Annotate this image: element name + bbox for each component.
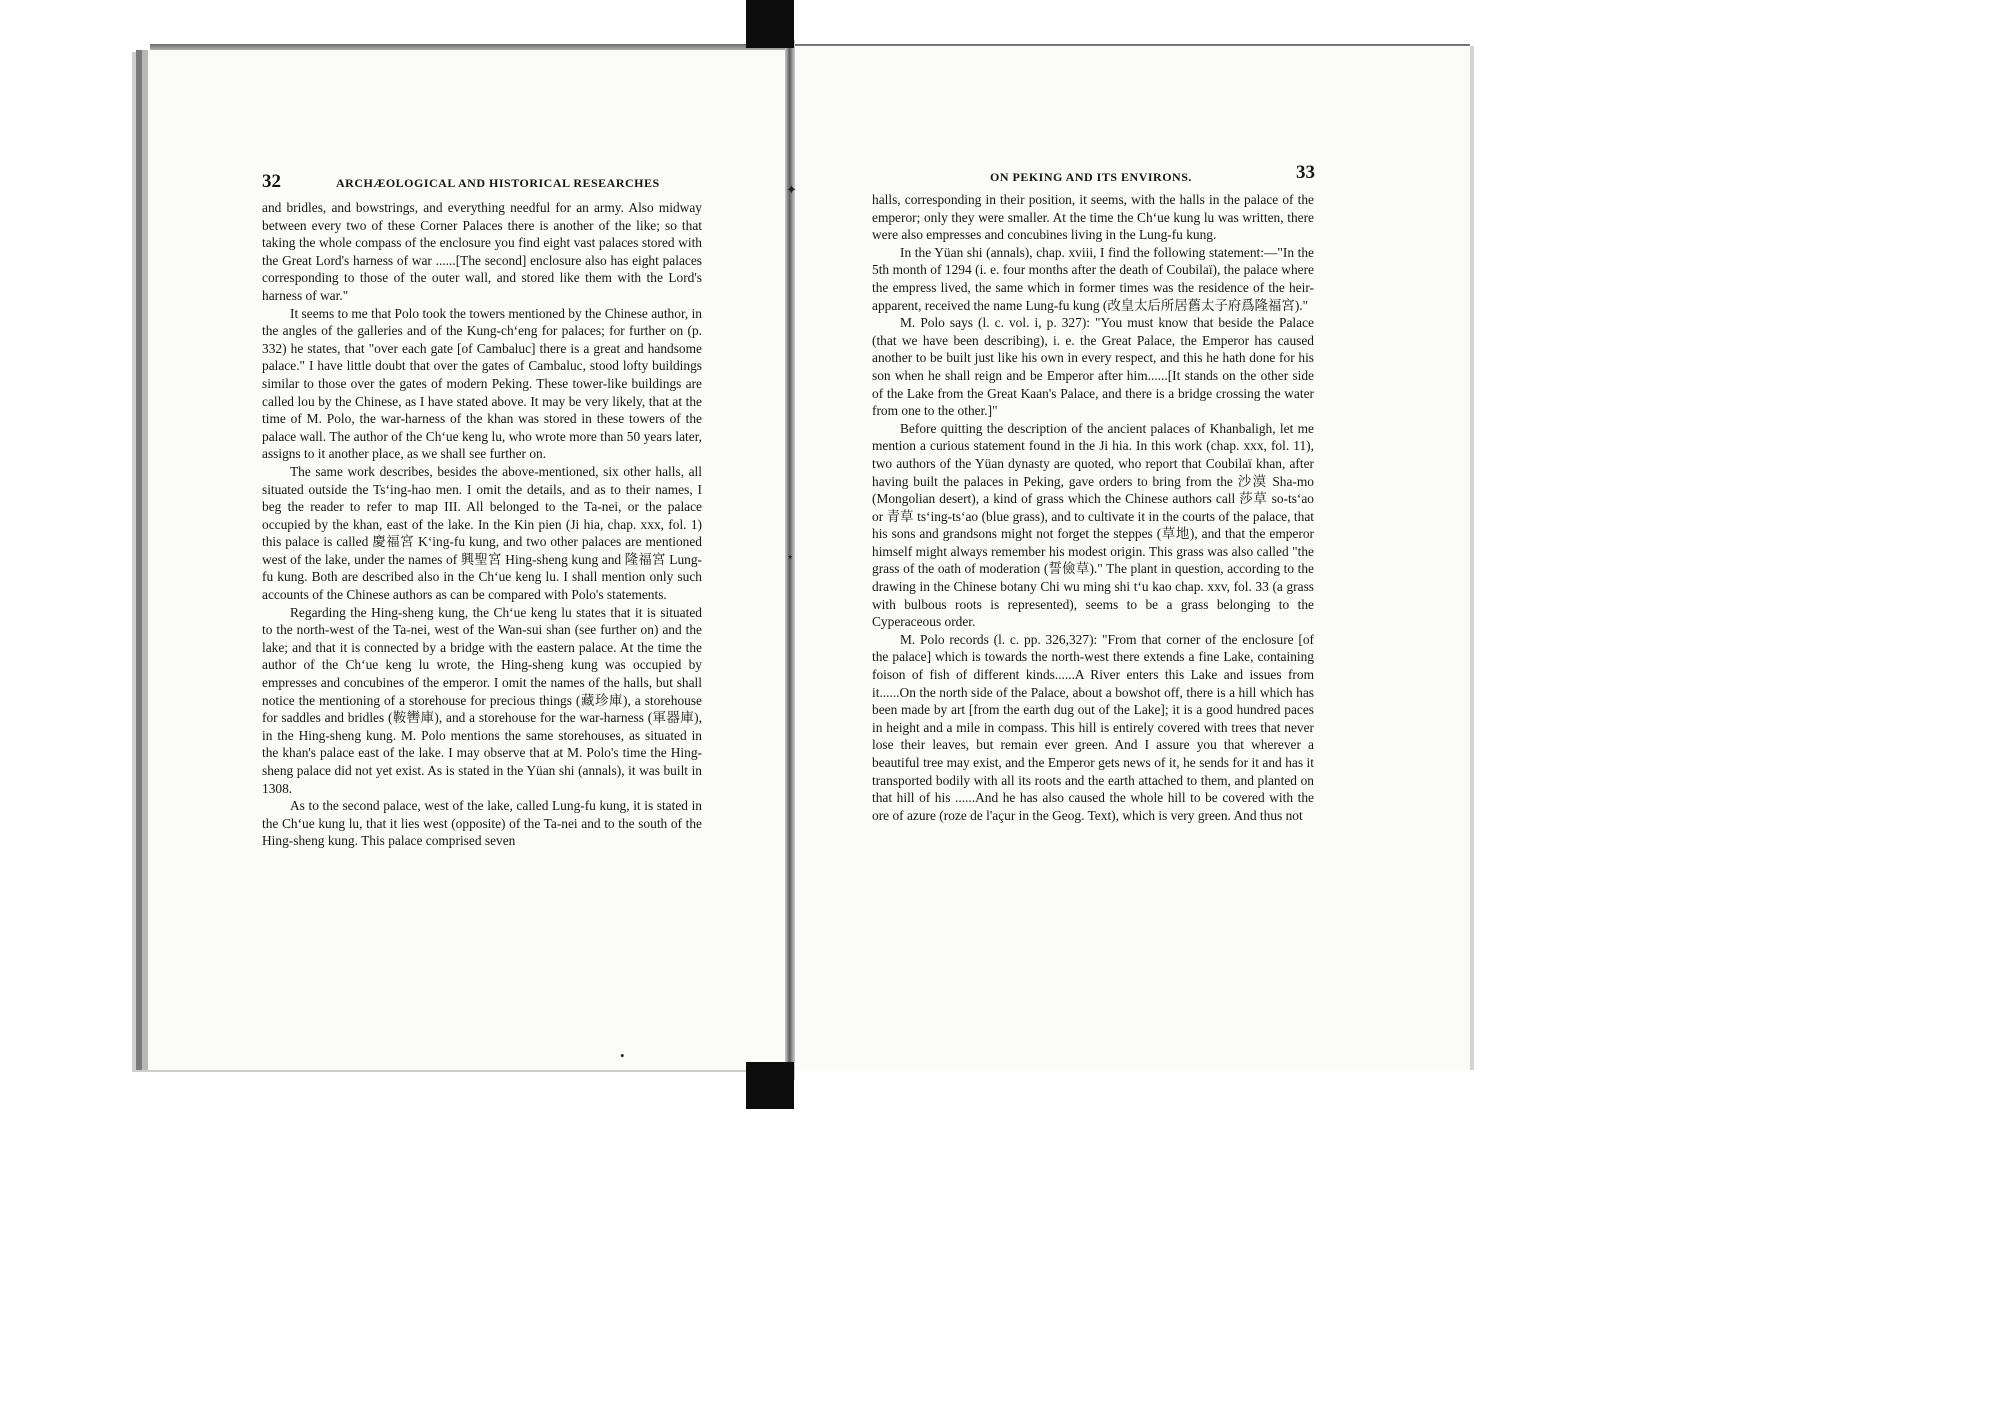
right-paragraph-4: Before quitting the description of the ancient palaces of Khanbaligh, let me mention a curious statement found in the Ji hia. In this work (chap. xxx, fol. 11), two authors of the Yüan dynasty are quoted, who report that Coubilaï khan, after having built the palaces in Peking, gave orders to bring from the 沙漠 Sha-mo (Mongolian desert), a kind of grass which the Chinese authors call 莎草 so-tsʻao or 青草 tsʻing-tsʻao (blue grass), and to cultivate it in the courts of the palace, that his sons and grandsons might not forget the steppes (草地), and that the emperor himself might always remember his modest origin. This grass was also called "the grass of the oath of moderation (誓儉草)." The plant in question, according to the drawing in the Chinese botany Chi wu ming shi tʻu kao chap. xxv, fol. 33 (a grass with bulbous roots is represented), seems to be a grass belonging to the Cyperaceous order. bbox=[872, 420, 1314, 630]
right-page-body bbox=[872, 191, 1314, 824]
left-paragraph-4: Regarding the Hing-sheng kung, the Chʻue keng lu states that it is situated to the north-west of the Ta-nei, west of the Wan-sui shan (see further on) and the lake; and that it is connected by a bridge with the eastern palace. At the time the author of the Chʻue keng lu wrote, the Hing-sheng kung was occupied by empresses and concubines of the emperor. I omit the names of the halls, but shall notice the mentioning of a storehouse for precious things (藏珍庫), a storehouse for saddles and bridles (鞍轡庫), and a storehouse for the war-harness (軍器庫), in the Hing-sheng kung. M. Polo mentions the same storehouses, as situated in the khan's palace east of the lake. I may observe that at M. Polo's time the Hing-sheng palace did not yet exist. As is stated in the Yüan shi (annals), it was built in 1308. bbox=[262, 604, 702, 796]
left-paragraph-3: The same work describes, besides the above-mentioned, six other halls, all situated outside the Tsʻing-hao men. I omit the details, and as to their names, I beg the reader to refer to map III. All belonged to the Ta-nei, or the palace occupied by the khan, east of the lake. In the Kin pien (Ji hia, chap. xxx, fol. 1) this palace is called 慶福宮 Kʻing-fu kung, and two other palaces are mentioned west of the lake, under the names of 興聖宮 Hing-sheng kung and 隆福宮 Lung-fu kung. Both are described also in the Chʻue keng lu. I shall mention only such accounts of the Chinese authors as can be compared with Polo's statements. bbox=[262, 463, 702, 603]
right-paragraph-3: M. Polo says (l. c. vol. i, p. 327): "You must know that beside the Palace (that we have been describing), i. e. the Great Palace, the Emperor has caused another to be built just like his own in every respect, and this he hath done for his son when he shall reign and be Emperor after him......[It stands on the other side of the Lake from the Great Kaan's Palace, and there is a bridge crossing the water from one to the other.]" bbox=[872, 315, 1314, 419]
right-page-number: 33 bbox=[1296, 162, 1315, 183]
right-paragraph-1: halls, corresponding in their position, it seems, with the halls in the palace of the emperor; only they were smaller. At the time the Chʻue kung lu was written, there were also empresses and concubines living in the Lung-fu kung. bbox=[872, 192, 1314, 243]
left-paragraph-2: It seems to me that Polo took the towers mentioned by the Chinese author, in the angles of the galleries and of the Kung-chʻeng for palaces; for further on (p. 332) he states, that "over each gate [of Cambaluc] there is a great and handsome palace." I have little doubt that over the gates of Cambaluc, stood lofty buildings similar to those over the gates of modern Peking. These tower-like buildings are called lou by the Chinese, as I have stated above. It may be very likely, that at the time of M. Polo, the war-harness of the khan was stored in these towers of the palace wall. The author of the Chʻue keng lu, who wrote more than 50 years later, assigns to it another place, as we shall see further on. bbox=[262, 305, 702, 462]
page-mark-bottom: • bbox=[620, 1048, 625, 1063]
right-running-header: ON PEKING AND ITS ENVIRONS. bbox=[990, 170, 1192, 184]
right-paragraph-5: M. Polo records (l. c. pp. 326,327): "From that corner of the enclosure [of the palace] which is towards the north-west there extends a fine Lake, containing foison of fish of different kinds......A River enters this Lake and issues from it......On the north side of the Palace, about a bowshot off, there is a hill which has been made by art [from the earth dug out of the Lake]; it is a good hundred paces in height and a mile in compass. This hill is entirely covered with trees that never lose their leaves, but remain ever green. And I assure you that wherever a beautiful tree may exist, and the Emperor gets news of it, he sends for it and has it transported bodily with all its roots and the earth attached to them, and planted on that hill of his ......And he has also caused the whole hill to be covered with the ore of azure (roze de l'açur in the Geog. Text), which is very green. And thus not bbox=[872, 631, 1314, 823]
spine-bottom-shadow bbox=[746, 1062, 794, 1109]
left-page-body bbox=[262, 199, 702, 850]
left-page-number: 32 bbox=[262, 171, 281, 192]
spine-top-shadow bbox=[746, 0, 794, 48]
left-running-header: ARCHÆOLOGICAL AND HISTORICAL RESEARCHES bbox=[336, 176, 660, 190]
left-paragraph-1: and bridles, and bowstrings, and everything needful for an army. Also midway between every two of these Corner Palaces there is another of the like; so that taking the whole compass of the enclosure you find eight vast palaces stored with the Great Lord's harness of war ......[The second] enclosure also has eight palaces corresponding to those of the outer wall, and stored like them with the Lord's harness of war." bbox=[262, 200, 702, 303]
left-paragraph-5: As to the second palace, west of the lake, called Lung-fu kung, it is stated in the Chʻue kung lu, that it lies west (opposite) of the Ta-nei and to the south of the Hing-sheng kung. This palace comprised seven bbox=[262, 798, 702, 849]
right-paragraph-2: In the Yüan shi (annals), chap. xviii, I find the following statement:—"In the 5th month of 1294 (i. e. four months after the death of Coubilaï), the palace where the empress lived, the same which in former times was the residence of the heir-apparent, received the name Lung-fu kung (改皇太后所居舊太子府爲隆福宮)." bbox=[872, 244, 1314, 313]
gutter-mark-middle: ⋆ bbox=[786, 549, 795, 564]
gutter-mark-top: ✦ bbox=[786, 182, 797, 197]
